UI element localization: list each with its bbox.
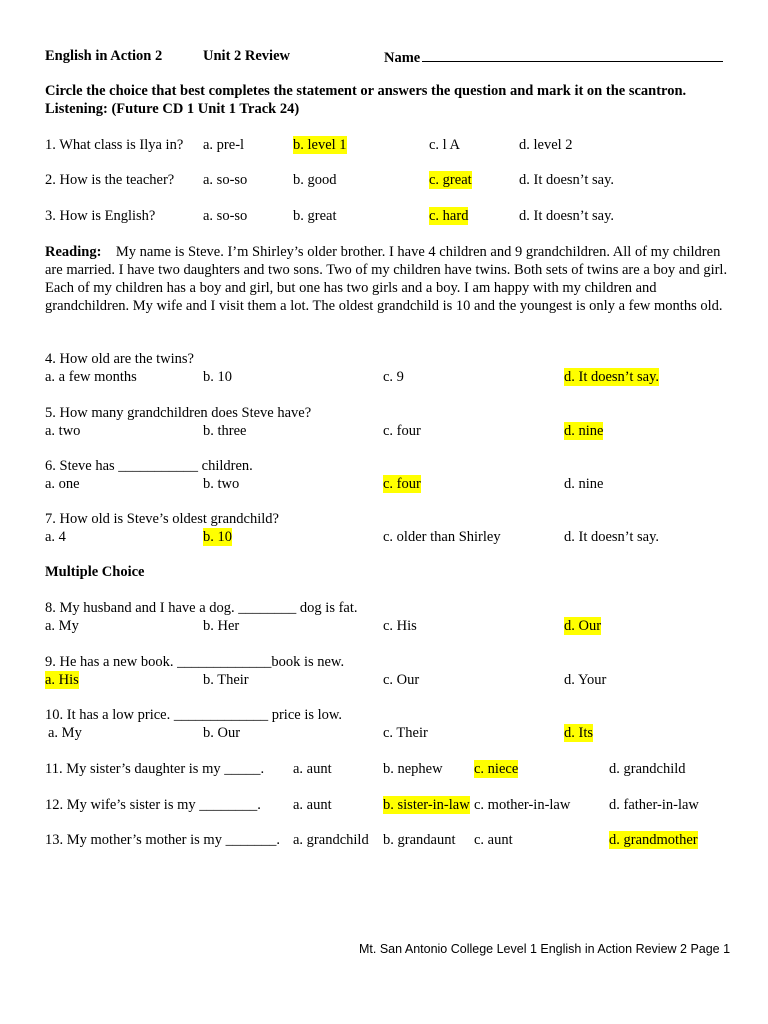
reading-passage: [45, 243, 735, 315]
choice-a: a. aunt: [293, 797, 332, 813]
choice-b-answer: b. 10: [203, 529, 232, 545]
course-title: English in Action 2: [45, 48, 163, 64]
choice-c: c. Our: [383, 672, 420, 688]
choice-a: a. so-so: [203, 172, 248, 188]
choice-b: b. Our: [203, 725, 241, 741]
choice-c: c. four: [383, 423, 421, 439]
choice-d-answer: d. Its: [564, 725, 593, 741]
choice-b: b. good: [293, 172, 337, 188]
choice-d-answer: d. It doesn’t say.: [564, 369, 660, 385]
choice-c: c. His: [383, 618, 417, 634]
reading-label: Reading:: [45, 244, 102, 260]
question-text: 7. How old is Steve’s oldest grandchild?: [45, 511, 279, 527]
question-text: 4. How old are the twins?: [45, 351, 194, 367]
choice-a: a. My: [45, 618, 79, 634]
multiple-choice-title: Multiple Choice: [45, 564, 145, 580]
choice-a: a. 4: [45, 529, 66, 545]
choice-b-answer: b. level 1: [293, 137, 347, 153]
choice-c: c. older than Shirley: [383, 529, 501, 545]
choice-d-answer: d. Our: [564, 618, 602, 634]
choice-a: a. aunt: [293, 761, 332, 777]
listening-title: Listening: (Future CD 1 Unit 1 Track 24): [45, 101, 300, 117]
choice-d: d. It doesn’t say.: [519, 172, 615, 188]
question-text: 11. My sister’s daughter is my _____.: [45, 761, 265, 777]
question-text: 5. How many grandchildren does Steve have?: [45, 405, 312, 421]
choice-d-answer: d. nine: [564, 423, 604, 439]
question-text: 9. He has a new book. _____________book is new.: [45, 654, 345, 670]
choice-a: a. two: [45, 423, 81, 439]
choice-a: a. so-so: [203, 208, 248, 224]
question-text: 8. My husband and I have a dog. ________ dog is fat.: [45, 600, 358, 616]
choice-d: d. It doesn’t say.: [564, 529, 660, 545]
choice-b: b. two: [203, 476, 240, 492]
name-blank-line: [422, 47, 723, 62]
reading-text: My name is Steve. I’m Shirley’s older brother. I have 4 children and 9 grandchildren. All of my children are married. I have two daughters and two sons. Two of my children have twins. Both sets of twins are a boy and girl. Each of my children has a boy and girl, but one has two girls and a boy. I am happy with my children and grandchildren. My wife and I visit them a lot. The oldest grandchild is 10 and the youngest is only a few months old.: [45, 244, 728, 314]
question-text: 1. What class is Ilya in?: [45, 137, 184, 153]
choice-b: b. 10: [203, 369, 232, 385]
choice-d: d. nine: [564, 476, 604, 492]
choice-c: c. Their: [383, 725, 428, 741]
choice-a: a. grandchild: [293, 832, 369, 848]
question-text: 10. It has a low price. _____________ price is low.: [45, 707, 343, 723]
unit-title: Unit 2 Review: [203, 48, 290, 64]
choice-d: d. level 2: [519, 137, 573, 153]
choice-c-answer: c. niece: [474, 761, 519, 777]
question-text: 13. My mother’s mother is my _______.: [45, 832, 280, 848]
choice-a: a. a few months: [45, 369, 137, 385]
page-footer: Mt. San Antonio College Level 1 English in Action Review 2 Page 1: [359, 942, 731, 956]
name-field: [384, 47, 723, 67]
choice-d-answer: d. grandmother: [609, 832, 698, 848]
choice-c: c. aunt: [474, 832, 513, 848]
question-text: 12. My wife’s sister is my ________.: [45, 797, 261, 813]
choice-a: a. My: [48, 725, 82, 741]
choice-b-answer: b. sister-in-law: [383, 797, 470, 813]
choice-c-answer: c. hard: [429, 208, 469, 224]
choice-b: b. great: [293, 208, 337, 224]
choice-b: b. grandaunt: [383, 832, 456, 848]
choice-d: d. father-in-law: [609, 797, 699, 813]
question-text: 3. How is English?: [45, 208, 156, 224]
choice-b: b. nephew: [383, 761, 443, 777]
choice-d: d. It doesn’t say.: [519, 208, 615, 224]
choice-a-answer: a. His: [45, 672, 79, 688]
choice-a: a. one: [45, 476, 80, 492]
choice-d: d. grandchild: [609, 761, 686, 777]
choice-c-answer: c. great: [429, 172, 472, 188]
choice-c: c. mother-in-law: [474, 797, 571, 813]
question-text: 6. Steve has ___________ children.: [45, 458, 253, 474]
choice-b: b. Her: [203, 618, 240, 634]
choice-c-answer: c. four: [383, 476, 421, 492]
choice-b: b. three: [203, 423, 247, 439]
name-label: Name: [384, 50, 421, 66]
instructions: Circle the choice that best completes the statement or answers the question and mark it on the scantron.: [45, 83, 687, 99]
choice-c: c. 9: [383, 369, 404, 385]
question-text: 2. How is the teacher?: [45, 172, 175, 188]
choice-d: d. Your: [564, 672, 607, 688]
choice-a: a. pre-l: [203, 137, 245, 153]
choice-c: c. l A: [429, 137, 461, 153]
choice-b: b. Their: [203, 672, 249, 688]
